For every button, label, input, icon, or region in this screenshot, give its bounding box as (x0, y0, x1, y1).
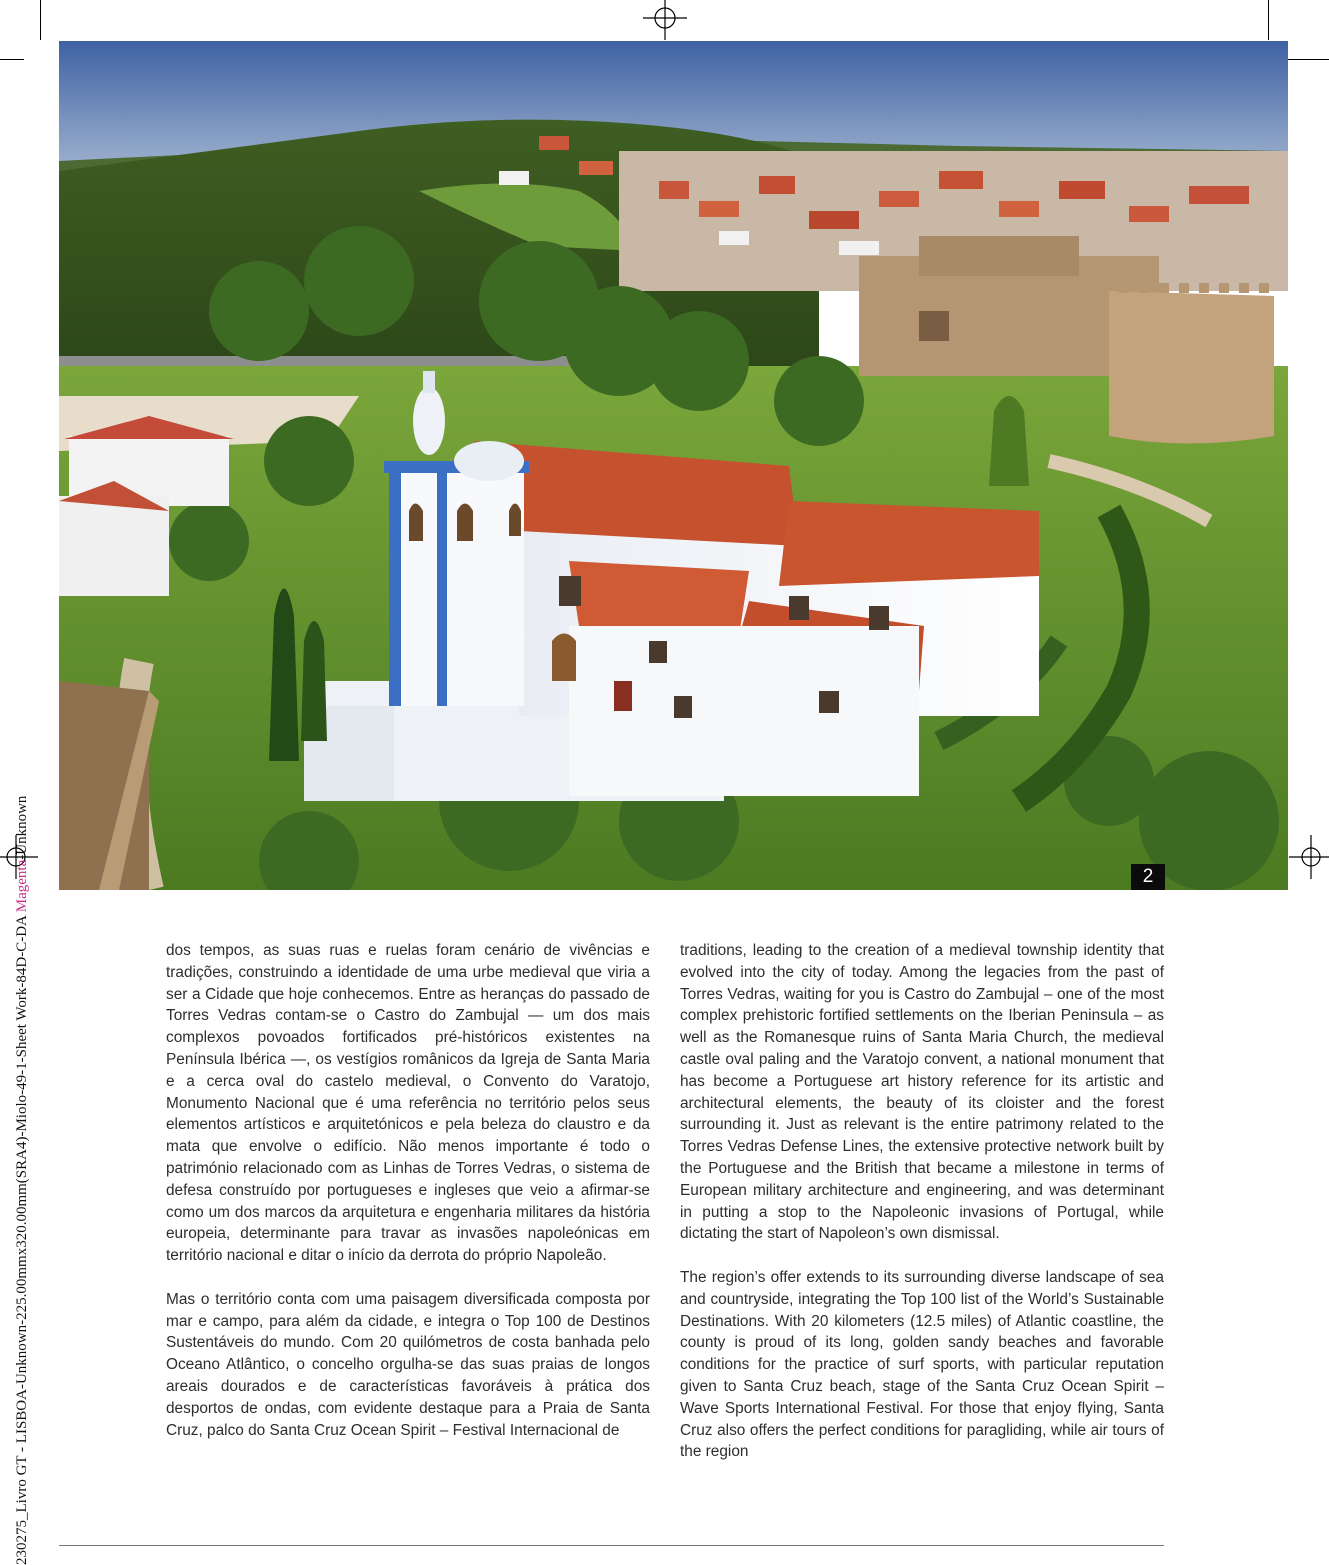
column-english (680, 940, 1164, 1463)
crop-mark-top-right-h (1284, 59, 1329, 60)
print-slug (12, 585, 32, 1565)
registration-mark-top (643, 0, 687, 40)
crop-mark-top-right-v (1268, 0, 1269, 40)
paragraph-pt-1: dos tempos, as suas ruas e ruelas foram cenário de vivências e tradições, construindo a identidade de uma urbe medieval que viria a ser a Cidade que hoje conhecemos. Entre as heranças do passado de Torres Vedras contam-se o Castro do Zambujal — um dos mais complexos povoados fortificados pré-históricos existentes na Península Ibérica —, os vestígios românicos da Igreja de Santa Maria e a cerca oval do castelo medieval, o Convento do Varatojo, Monumento Nacional que é uma referência no território pelos seus elementos artísticos e arquitetónicos e pela beleza do claustro e da mata que envolve o edifício. Não menos importante é todo o património relacionado com as Linhas de Torres Vedras, o sistema de defesa construído por portugueses e ingleses que veio a afirmar-se como um dos marcos da arquitetura e engenharia militares da história europeia, determinante para travar as invasões napoleónicas em território nacional e ditar o início da derrota do próprio Napoleão. (166, 942, 650, 1265)
slug-text: 230275_Livro GT - LISBOA-Unknown-225.00mmx320.00mm(SRA4)-Miolo-49-1-Sheet Work-84D-C-DA (14, 915, 30, 1565)
crop-mark-top-left-v (40, 0, 41, 40)
photo-number: 2 (1131, 864, 1165, 890)
aerial-photo-illustration (59, 41, 1288, 890)
registration-mark-right (1289, 835, 1329, 879)
slug-plate: Magenta (14, 859, 30, 913)
paragraph-pt-2: Mas o território conta com uma paisagem diversificada composta por mar e campo, para além da cidade, e integra o Top 100 de Destinos Sustentáveis do mundo. Com 20 quilómetros de costa banhada pelo Oceano Atlântico, o concelho orgulha-se das suas praias de longos areais dourados e de características favoráveis à prática dos desportos de ondas, com evidente destaque para a Praia de Santa Cruz, palco do Santa Cruz Ocean Spirit – Festival Internacional de (166, 1290, 650, 1439)
footer-rule (59, 1545, 1164, 1546)
slug-tail: -Unknown (14, 795, 30, 860)
column-portuguese (166, 940, 650, 1441)
aerial-photo (59, 41, 1288, 890)
paragraph-en-1: traditions, leading to the creation of a medieval township identity that evolved into the city of today. Among the legacies from the past of Torres Vedras, waiting for you is Castro do Zambujal – one of the most complex prehistoric fortified settlements on the Iberian Peninsula – as well as the Romanesque ruins of Santa Maria Church, the medieval castle oval paling and the Varatojo convent, a national monument that has become a Portuguese art history reference for its artistic and architectural elements, the beauty of its cloister and the forest surrounding it. Just as relevant is the entire patrimony related to the Torres Vedras Defense Lines, the extensive protective network built by the Portuguese and the British that became a milestone in terms of European military architecture and engineering, and was determinant in putting a stop to the Napoleonic invasions of Portugal, while dictating the start of Napoleon’s own dismissal. (680, 942, 1164, 1243)
paragraph-en-2: The region’s offer extends to its surrounding diverse landscape of sea and countryside, integrating the Top 100 list of the World’s Sustainable Destinations. With 20 kilometers (12.5 miles) of Atlantic coastline, the county is proud of its long, golden sandy beaches and favorable conditions for the practice of surf sports, with particular reputation given to Santa Cruz beach, stage of the Santa Cruz Ocean Spirit – Wave Sports International Festival. For those that enjoy flying, Santa Cruz also offers the perfect conditions for paragliding, while air tours of the region (680, 1268, 1164, 1461)
crop-mark-top-left-h (0, 59, 24, 60)
